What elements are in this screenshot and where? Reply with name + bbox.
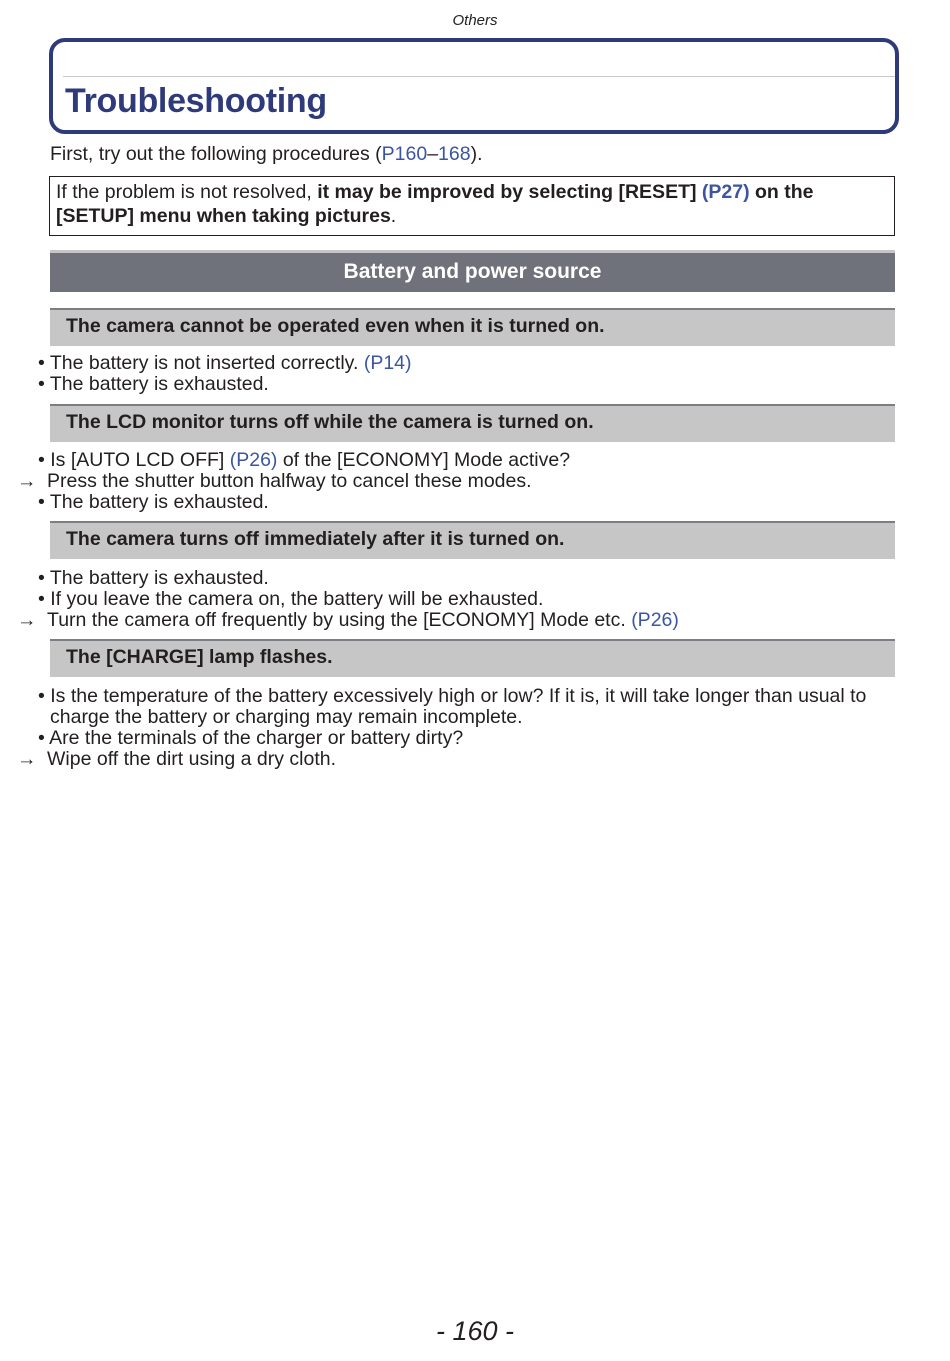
link-p27[interactable]: (P27) <box>701 181 750 203</box>
question-heading: The LCD monitor turns off while the camera is turned on. <box>50 404 895 442</box>
link-p26[interactable]: (P26) <box>229 449 278 471</box>
answer-text: • The battery is exhausted. <box>38 373 269 395</box>
note-plain-2: . <box>390 205 397 227</box>
answer-item <box>38 373 900 395</box>
answer-remedy <box>17 609 900 631</box>
answer-text: • Is the temperature of the battery excessively high or low? If it is, it will take longer than usual to charge the battery or charging may remain incomplete. <box>38 685 867 728</box>
link-168[interactable]: 168 <box>438 143 471 165</box>
intro-text-after: ). <box>470 143 483 165</box>
answer-text: • Is [AUTO LCD OFF] <box>38 449 230 471</box>
link-p26[interactable]: (P26) <box>631 609 679 631</box>
answer-list <box>17 567 900 631</box>
running-head: Others <box>452 12 498 29</box>
link-p160[interactable]: P160 <box>381 143 428 165</box>
answer-item <box>38 449 900 471</box>
intro-text-before: First, try out the following procedures ( <box>50 143 382 165</box>
answer-text: of the [ECONOMY] Mode active? <box>277 449 571 471</box>
answer-item <box>38 352 900 374</box>
answer-item <box>38 491 900 513</box>
intro-text <box>50 143 483 166</box>
link-p14[interactable]: (P14) <box>363 352 412 374</box>
question-heading: The camera turns off immediately after it is turned on. <box>50 521 895 559</box>
answer-text: • Are the terminals of the charger or battery dirty? <box>38 727 464 749</box>
note-bold-2: on the [SETUP] menu when taking pictures <box>56 181 814 227</box>
answer-list <box>17 449 900 513</box>
answer-text: • The battery is exhausted. <box>38 491 269 513</box>
note-plain-1: If the problem is not resolved, <box>56 181 318 203</box>
answer-item <box>38 588 900 610</box>
answer-text: • The battery is exhausted. <box>38 567 269 589</box>
question-heading: The [CHARGE] lamp flashes. <box>50 639 895 677</box>
page-number: - 160 - <box>435 1316 515 1346</box>
right-arrow-icon: → <box>17 748 37 770</box>
title-divider <box>63 76 895 77</box>
question-heading: The camera cannot be operated even when it is turned on. <box>50 308 895 346</box>
right-arrow-icon: → <box>17 609 37 631</box>
right-arrow-icon: → <box>17 470 37 492</box>
page-title: Troubleshooting <box>65 82 327 120</box>
answer-item <box>38 567 900 589</box>
answer-remedy <box>17 748 900 770</box>
answer-remedy <box>17 470 900 492</box>
title-box <box>49 38 899 134</box>
answer-text: • The battery is not inserted correctly. <box>38 352 364 374</box>
answer-item <box>38 727 900 749</box>
remedy-text: Press the shutter button halfway to cancel these modes. <box>47 470 532 492</box>
answer-text: • If you leave the camera on, the battery will be exhausted. <box>38 588 544 610</box>
answer-item <box>38 685 900 728</box>
remedy-text: Wipe off the dirt using a dry cloth. <box>47 748 337 770</box>
answer-list <box>17 685 900 770</box>
note-bold-1: it may be improved by selecting [RESET] <box>317 181 702 203</box>
reset-note-box <box>49 176 895 236</box>
remedy-text: Turn the camera off frequently by using the [ECONOMY] Mode etc. <box>47 609 632 631</box>
intro-dash: – <box>427 143 439 165</box>
section-header-battery: Battery and power source <box>50 250 895 292</box>
answer-list <box>38 352 900 395</box>
